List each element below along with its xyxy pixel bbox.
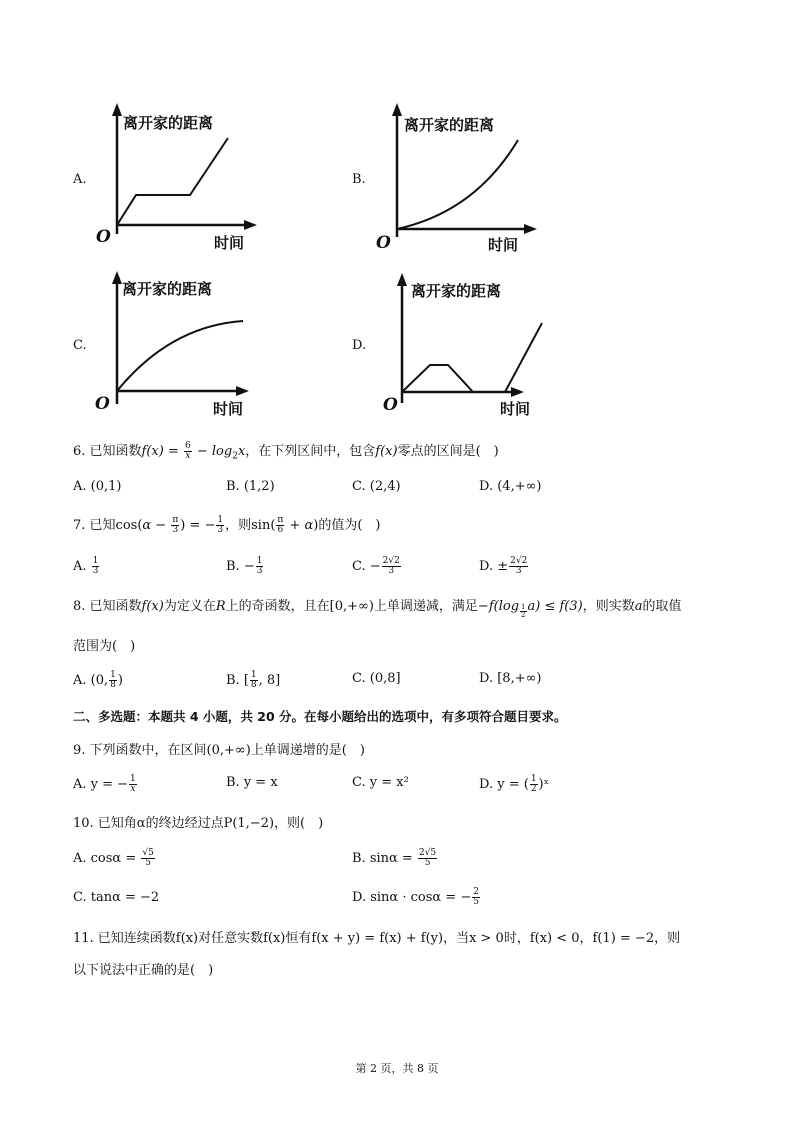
q10-option-a[interactable]	[73, 849, 156, 868]
q7-option-c[interactable]	[352, 557, 402, 576]
q7-opt-b-frac	[256, 557, 264, 576]
question-6	[73, 440, 499, 462]
q6-option-b[interactable]: B. (1,2)	[226, 479, 275, 494]
q7-stem-pre: 7. 已知cos(	[73, 518, 143, 533]
question-11-line-1: 11. 已知连续函数f(x)对任意实数f(x)恒有f(x + y) = f(x) + f(y)，当x > 0时，f(x) < 0，f(1) = −2，则	[73, 931, 681, 946]
q10-opt-b-den: 5	[424, 858, 431, 868]
graph-d-origin: O	[383, 395, 398, 415]
question-9: 9. 下列函数中，在区间(0,+∞)上单调递增的是( )	[73, 743, 365, 758]
graph-d	[375, 268, 555, 423]
q7-opt-d-den: 3	[515, 566, 522, 576]
graph-b-y-label: 离开家的距离	[404, 116, 495, 134]
q8-opt-a-num: 1	[110, 670, 116, 680]
graph-c-x-label: 时间	[213, 400, 244, 418]
q6-stem-pre: 6. 已知函数	[73, 444, 142, 459]
q7-frac-pi3	[171, 516, 179, 535]
q10-opt-b-num: 2√5	[418, 848, 437, 858]
q7-opt-c-pre: C. −	[352, 559, 381, 574]
q8-opt-b-pre: B. [	[226, 673, 249, 688]
page-footer: 第 2 页，共 8 页	[355, 1062, 439, 1075]
q7-opt-a-frac	[92, 557, 100, 576]
q7-frac-13	[216, 516, 224, 535]
q7-minus: −	[151, 518, 171, 533]
q10-opt-b-frac	[418, 849, 437, 868]
q7-one: 1	[217, 515, 224, 525]
q8-a-var: a	[634, 599, 643, 614]
q8-opt-a-den: 8	[110, 680, 116, 690]
x-axis-arrow-icon	[524, 224, 537, 234]
q8-opt-b-frac	[250, 671, 258, 690]
q6-fraction	[184, 442, 192, 461]
graph-c-y-label: 离开家的距离	[122, 280, 213, 298]
q7-close-eq: ) = −	[180, 518, 216, 533]
q7-opt-a-num: 1	[92, 556, 99, 566]
q6-stem-end: 零点的区间是( )	[397, 444, 499, 459]
q6-frac-num: 6	[185, 441, 191, 451]
q7-three: 3	[172, 525, 179, 535]
q10-opt-d-num: 2	[473, 887, 479, 897]
q7-opt-b-num: 1	[256, 556, 263, 566]
q8-opt-b-den: 8	[250, 680, 257, 690]
q6-frac-den: x	[185, 451, 191, 461]
question-8-line-2: 范围为( )	[73, 639, 136, 654]
graph-b-x-label: 时间	[488, 236, 519, 254]
q8-opt-b-num: 1	[250, 670, 257, 680]
q10-opt-a-frac	[141, 849, 154, 868]
graph-b	[370, 100, 550, 255]
graph-b-curve	[397, 140, 518, 229]
graph-d-y-label: 离开家的距离	[411, 282, 502, 300]
q9-option-b[interactable]: B. y = x	[226, 775, 278, 790]
question-8-line-1	[73, 595, 682, 619]
x-axis-arrow-icon	[511, 387, 524, 397]
q8-fx: f(x)	[141, 599, 164, 614]
q8-a-close: a) ≤ f(3)	[527, 599, 583, 614]
q7-opt-b-pre: B. −	[226, 559, 255, 574]
q6-var: x	[237, 444, 246, 459]
q8-mid2: 上的奇函数，且在[0,+∞)上单调递减，满足−	[225, 599, 489, 614]
q10-opt-a-den: 5	[145, 858, 151, 868]
x-axis-arrow-icon	[244, 220, 257, 230]
graph-d-label: D.	[352, 338, 367, 353]
q9-opt-a-den: x	[130, 784, 136, 794]
q9-opt-d-den: 2	[530, 784, 537, 794]
q8-option-c[interactable]: C. (0,8]	[352, 671, 401, 686]
y-axis-arrow-icon	[112, 271, 122, 284]
q8-mid: 为定义在	[163, 599, 216, 614]
graph-a-curve	[117, 138, 228, 225]
q7-option-a[interactable]	[73, 557, 100, 576]
q9-option-a[interactable]	[73, 775, 138, 794]
graph-a-x-label: 时间	[214, 234, 245, 252]
q8-base-den: 2	[521, 611, 526, 619]
y-axis-arrow-icon	[392, 103, 402, 116]
question-11-line-2: 以下说法中正确的是( )	[73, 963, 214, 978]
graph-c-curve	[117, 321, 243, 391]
q10-opt-d-den: 5	[473, 897, 479, 907]
q8-pre: 8. 已知函数	[73, 599, 142, 614]
y-axis-arrow-icon	[397, 273, 407, 286]
q10-opt-b-pre: B. sinα =	[352, 851, 417, 866]
q8-option-d[interactable]: D. [8,+∞)	[479, 671, 542, 686]
q9-opt-d-num: 1	[530, 774, 537, 784]
graph-a-origin: O	[96, 227, 111, 247]
q6-fx2: f(x)	[375, 444, 398, 459]
q8-R: R	[215, 599, 226, 614]
q7-end: )的值为( )	[313, 518, 381, 533]
q9-opt-d-post: )ˣ	[538, 777, 550, 792]
question-10: 10. 已知角α的终边经过点P(1,−2)，则( )	[73, 816, 324, 831]
q7-opt-d-pre: D. ±	[479, 559, 509, 574]
q8-base-num: 1	[521, 603, 526, 611]
q10-opt-a-num: √5	[142, 848, 154, 858]
q8-opt-a-frac	[109, 671, 117, 690]
q8-tail: 的取值	[642, 599, 682, 614]
graph-a	[90, 100, 270, 255]
x-axis-arrow-icon	[236, 386, 249, 396]
q8-flog: f(log	[488, 599, 520, 614]
graph-d-curve-2	[505, 323, 542, 392]
q10-opt-d-frac	[472, 888, 480, 907]
q6-log-base: 2	[232, 451, 238, 462]
q7-opt-c-frac	[382, 557, 401, 576]
q8-option-a[interactable]	[73, 671, 123, 690]
q10-option-d[interactable]	[352, 888, 481, 907]
graph-d-curve-1	[402, 365, 473, 392]
q6-option-d[interactable]: D. (4,+∞)	[479, 479, 542, 494]
q7-frac-pi6	[276, 516, 284, 535]
q7-six: 6	[277, 525, 284, 535]
q6-option-a[interactable]: A. (0,1)	[73, 479, 122, 494]
q7-plus-alpha: + α	[285, 518, 314, 533]
q8-opt-b-post: , 8]	[258, 673, 281, 688]
q7-three2: 3	[217, 525, 224, 535]
graph-c-origin: O	[95, 394, 110, 414]
graph-c	[90, 268, 270, 423]
q10-opt-a-pre: A. cosα =	[73, 851, 141, 866]
graph-d-x-label: 时间	[500, 400, 531, 418]
section-2-heading: 二、多选题：本题共 4 小题，共 20 分。在每小题给出的选项中，有多项符合题目要求。	[73, 709, 567, 724]
q7-option-d[interactable]	[479, 557, 529, 576]
q9-opt-a-num: 1	[130, 774, 136, 784]
q6-option-c[interactable]: C. (2,4)	[352, 479, 401, 494]
q9-option-c[interactable]: C. y = x²	[352, 775, 409, 790]
q6-stem-post: ，在下列区间中，包含	[245, 444, 376, 459]
question-7	[73, 514, 380, 535]
graph-a-y-label: 离开家的距离	[123, 114, 214, 132]
graph-b-label: B.	[352, 172, 366, 187]
q8-opt-a-pre: A. (0,	[73, 673, 109, 688]
q7-opt-d-num: 2√2	[510, 556, 528, 566]
q9-opt-a-pre: A. y = −	[73, 777, 129, 792]
q7-opt-c-den: 3	[388, 566, 395, 576]
q7-opt-a-den: 3	[92, 566, 99, 576]
graph-b-origin: O	[376, 233, 391, 253]
q7-option-b[interactable]	[226, 557, 264, 576]
q6-fx: f(x) =	[141, 444, 183, 459]
q8-option-b[interactable]	[226, 671, 280, 690]
q7-opt-a-pre: A.	[73, 559, 91, 574]
q7-pi2: π	[277, 515, 284, 525]
q9-opt-d-pre: D. y = (	[479, 777, 529, 792]
q6-log: − log	[192, 444, 233, 459]
q7-opt-d-frac	[509, 557, 528, 576]
graph-a-label: A.	[73, 172, 87, 187]
q9-opt-d-frac	[530, 775, 538, 794]
q7-pi: π	[172, 515, 179, 525]
q10-option-c[interactable]: C. tanα = −2	[73, 890, 160, 905]
q7-opt-b-den: 3	[256, 566, 263, 576]
q10-opt-d-pre: D. sinα · cosα = −	[352, 890, 472, 905]
q7-opt-c-num: 2√2	[382, 556, 400, 566]
q8-opt-a-post: )	[117, 673, 123, 688]
graph-c-label: C.	[73, 338, 87, 353]
q9-option-d[interactable]	[479, 775, 549, 794]
q7-alpha: α	[142, 518, 152, 533]
q8-log-base	[520, 604, 526, 619]
y-axis-arrow-icon	[112, 103, 122, 116]
q8-end: ，则实数	[582, 599, 635, 614]
q7-then: ，则sin(	[225, 518, 276, 533]
q9-opt-a-frac	[129, 775, 137, 794]
q10-option-b[interactable]	[352, 849, 438, 868]
